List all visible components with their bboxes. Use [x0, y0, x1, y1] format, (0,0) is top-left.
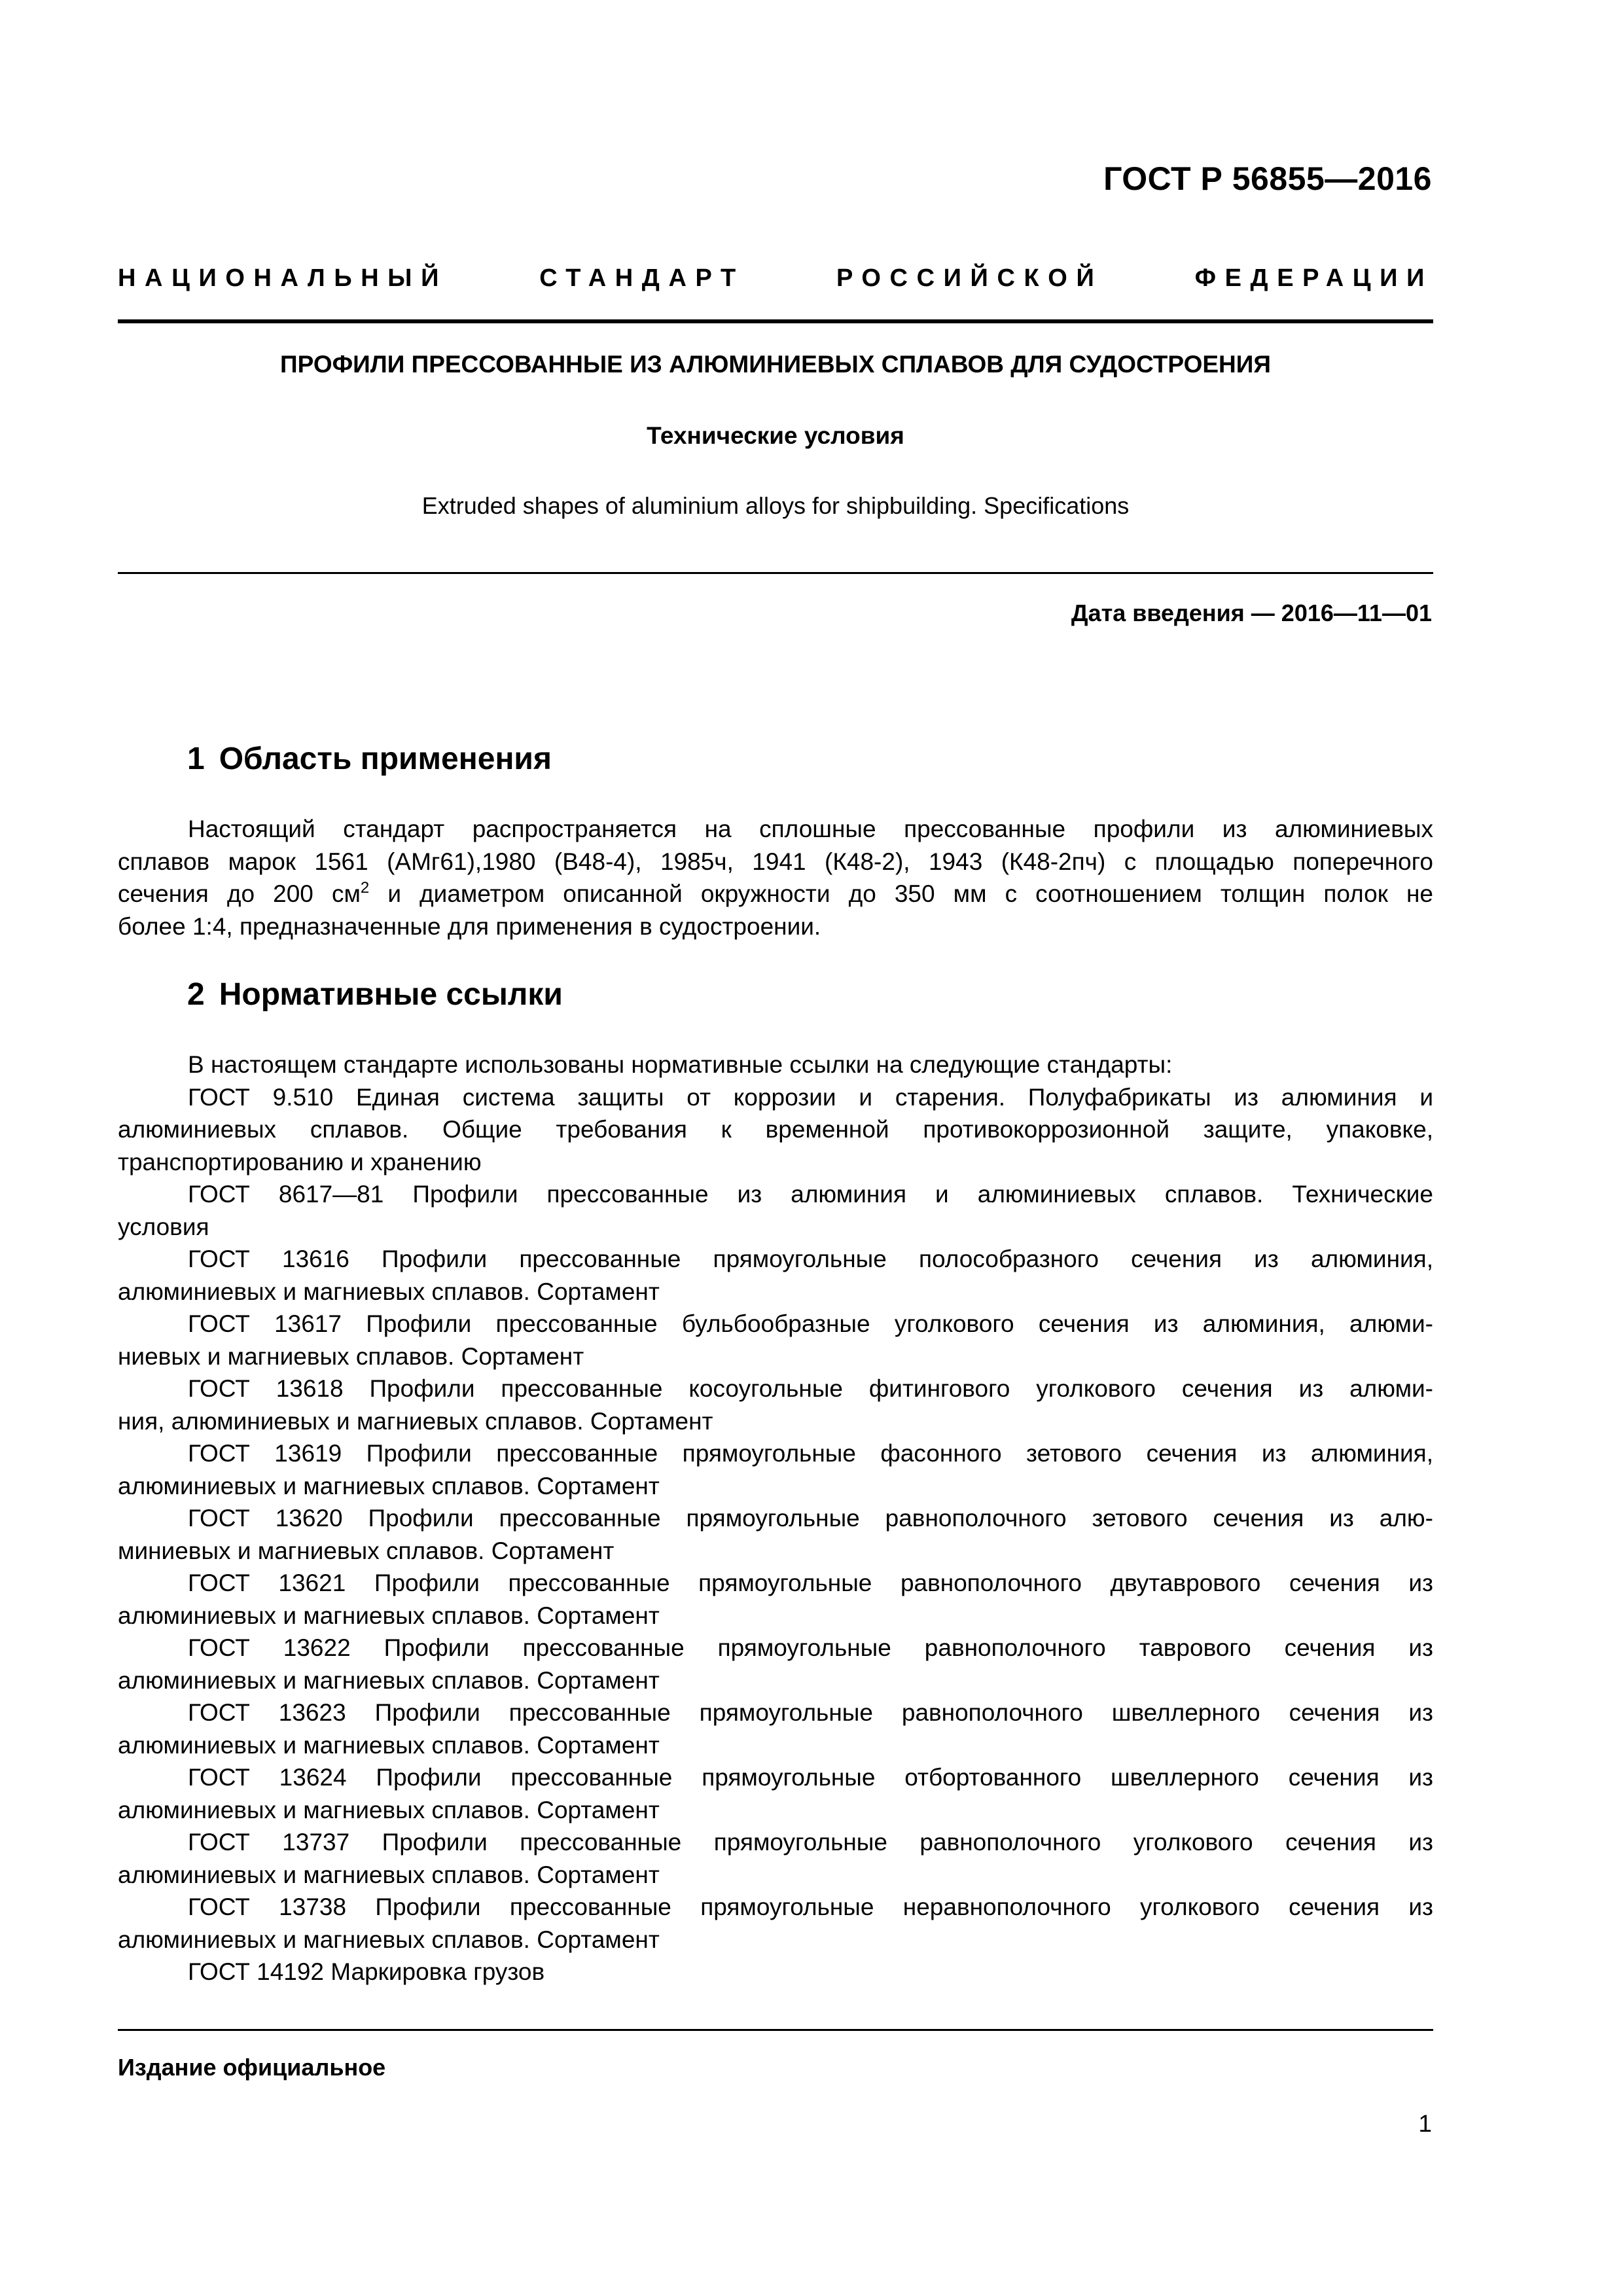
reference-line: ГОСТ 13621 Профили прессованные прямоугольные равнополочного двутаврового сечения из	[188, 1570, 1433, 1596]
section-title: Нормативные ссылки	[219, 977, 563, 1012]
reference-line: алюминиевых сплавов. Общие требования к временной противокоррозионной защите, упаковке,	[118, 1116, 1433, 1143]
paragraph-line: Настоящий стандарт распространяется на сплошные прессованные профили из алюминиевых	[188, 816, 1433, 842]
reference-line: транспортированию и хранению	[118, 1148, 482, 1175]
line-text: и диаметром описанной окружности до 350 мм с соотношением толщин полок не	[369, 880, 1433, 907]
reference-line: алюминиевых и магниевых сплавов. Сортамент	[118, 1926, 660, 1953]
paragraph-line: сплавов марок 1561 (АМг61),1980 (В48-4), 1985ч, 1941 (К48-2), 1943 (К48-2пч) с площадью поперечного	[118, 848, 1433, 875]
reference-line: алюминиевых и магниевых сплавов. Сортамент	[118, 1602, 660, 1629]
reference-line: ГОСТ 13617 Профили прессованные бульбообразные уголкового сечения из алюминия, алюми-	[188, 1310, 1433, 1337]
paragraph-line: более 1:4, предназначенные для применения в судостроении.	[118, 912, 821, 940]
line-text: сечения до 200 см	[118, 880, 361, 907]
edition-label: Издание официальное	[118, 2054, 386, 2081]
reference-line: алюминиевых и магниевых сплавов. Сортамент	[118, 1666, 660, 1694]
paragraph-line	[118, 878, 1433, 910]
reference-line: ГОСТ 13737 Профили прессованные прямоугольные равнополочного уголкового сечения из	[188, 1829, 1433, 1856]
reference-line: алюминиевых и магниевых сплавов. Сортамент	[118, 1731, 660, 1759]
title-rule	[118, 572, 1433, 574]
reference-line: ГОСТ 13623 Профили прессованные прямоугольные равнополочного швеллерного сечения из	[188, 1699, 1433, 1726]
normative-references-list	[118, 1049, 1433, 1988]
reference-line: ниевых и магниевых сплавов. Сортамент	[118, 1342, 584, 1370]
reference-line: ния, алюминиевых и магниевых сплавов. Сортамент	[118, 1407, 713, 1435]
standard-number: ГОСТ Р 56855—2016	[1103, 160, 1432, 197]
section-number: 2	[187, 977, 205, 1012]
reference-line: ГОСТ 9.510 Единая система защиты от коррозии и старения. Полуфабрикаты из алюминия и	[188, 1083, 1433, 1111]
document-title: ПРОФИЛИ ПРЕССОВАННЫЕ ИЗ АЛЮМИНИЕВЫХ СПЛАВОВ ДЛЯ СУДОСТРОЕНИЯ	[280, 351, 1271, 378]
reference-line: ГОСТ 13616 Профили прессованные прямоугольные полособразного сечения из алюминия,	[188, 1246, 1433, 1272]
reference-line: ГОСТ 13619 Профили прессованные прямоугольные фасонного зетового сечения из алюминия,	[188, 1440, 1433, 1467]
page-number: 1	[1418, 2110, 1432, 2137]
header-rule	[118, 319, 1433, 323]
section-number: 1	[187, 742, 205, 776]
introduction-date: Дата введения — 2016—11—01	[1071, 600, 1432, 626]
reference-line: ГОСТ 13620 Профили прессованные прямоугольные равнополочного зетового сечения из алю-	[188, 1505, 1433, 1532]
footer-rule	[118, 2029, 1433, 2031]
reference-line: ГОСТ 13624 Профили прессованные прямоугольные отбортованного швеллерного сечения из	[188, 1764, 1433, 1791]
superscript: 2	[360, 879, 370, 897]
reference-line: ГОСТ 14192 Маркировка грузов	[188, 1958, 545, 1985]
reference-line: алюминиевых и магниевых сплавов. Сортамент	[118, 1278, 660, 1305]
reference-line: ГОСТ 13622 Профили прессованные прямоугольные равнополочного таврового сечения из	[188, 1634, 1433, 1661]
section-title: Область применения	[219, 742, 552, 776]
document-subtitle: Технические условия	[647, 422, 904, 449]
reference-line: условия	[118, 1213, 209, 1240]
reference-line: алюминиевых и магниевых сплавов. Сортамент	[118, 1796, 660, 1823]
section-2-heading	[187, 977, 563, 1013]
reference-line: миниевых и магниевых сплавов. Сортамент	[118, 1537, 615, 1564]
national-standard-banner: НАЦИОНАЛЬНЫЙ СТАНДАРТ РОССИЙСКОЙ ФЕДЕРАЦИИ	[118, 264, 1433, 292]
english-title: Extruded shapes of aluminium alloys for shipbuilding. Specifications	[421, 492, 1130, 519]
reference-line: алюминиевых и магниевых сплавов. Сортамент	[118, 1472, 660, 1499]
reference-line: ГОСТ 13618 Профили прессованные косоугольные фитингового уголкового сечения из алюми-	[188, 1375, 1433, 1402]
reference-line: алюминиевых и магниевых сплавов. Сортамент	[118, 1861, 660, 1888]
reference-intro: В настоящем стандарте использованы нормативные ссылки на следующие стандарты:	[188, 1051, 1173, 1078]
section-1-heading	[187, 741, 552, 777]
reference-line: ГОСТ 8617—81 Профили прессованные из алюминия и алюминиевых сплавов. Технические	[188, 1181, 1433, 1208]
reference-line: ГОСТ 13738 Профили прессованные прямоугольные неравнополочного уголкового сечения из	[188, 1893, 1433, 1920]
section-1-paragraph	[118, 813, 1433, 942]
